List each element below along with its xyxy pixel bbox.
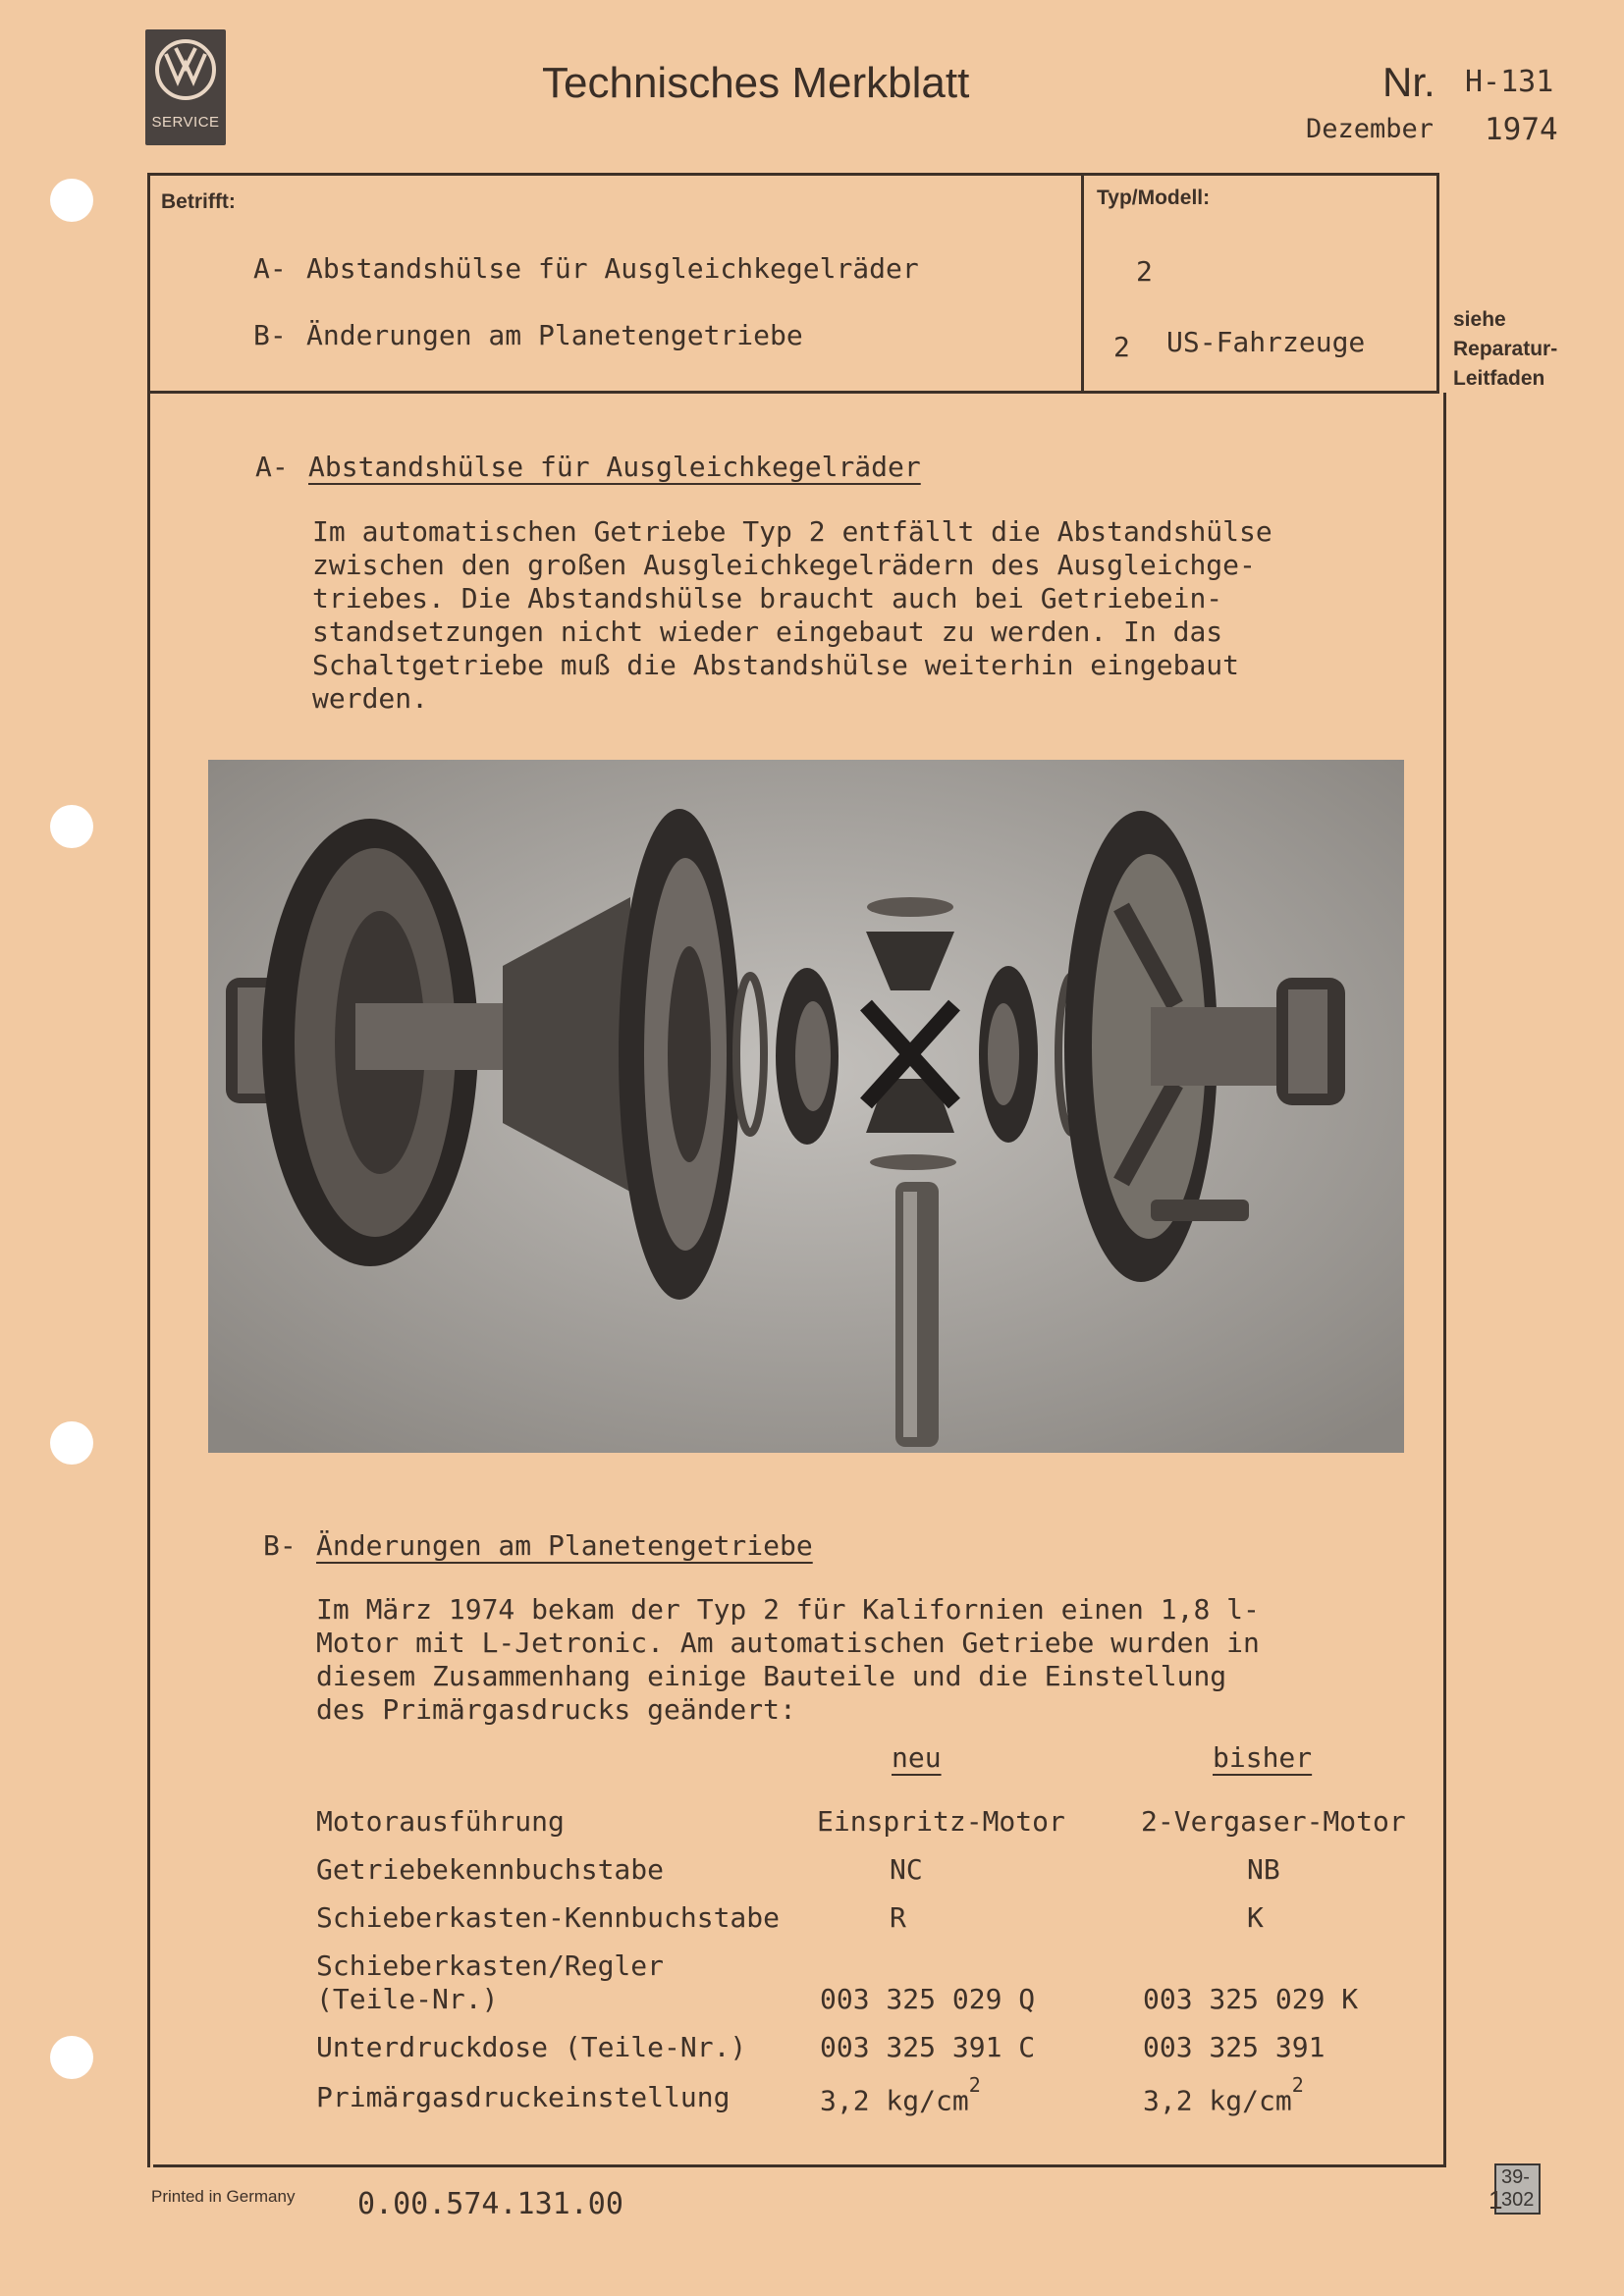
frame-header-bottom [147, 391, 1439, 394]
model-row2-number: 2 [1113, 331, 1130, 363]
logo-service-text: SERVICE [151, 114, 220, 131]
row-value-new: NC [890, 1853, 923, 1886]
subject-item-a-prefix: A- [253, 252, 287, 285]
subject-item-a: Abstandshülse für Ausgleichkegelräder [306, 252, 919, 285]
section-a-line: zwischen den großen Ausgleichkegelrädern des Ausgleichge- [312, 549, 1256, 581]
punch-hole [50, 179, 93, 222]
section-a-line: Schaltgetriebe muß die Abstandshülse weiterhin eingebaut [312, 649, 1240, 681]
subject-item-b-prefix: B- [253, 319, 287, 351]
side-note-line-3: Leitfaden [1453, 367, 1545, 390]
date-year: 1974 [1485, 112, 1558, 147]
frame-mid-divider [1081, 173, 1084, 393]
row-label: Motorausführung [316, 1805, 565, 1838]
row-value-old: 003 325 029 K [1143, 1983, 1359, 2015]
section-a-heading: Abstandshülse für Ausgleichkegelräder [308, 451, 921, 483]
row-label: Schieberkasten-Kennbuchstabe [316, 1901, 781, 1934]
row-value-old: K [1247, 1901, 1264, 1934]
frame-right-line [1443, 393, 1446, 2167]
row-value-new: 003 325 029 Q [820, 1983, 1036, 2015]
column-header-new: neu [892, 1741, 942, 1774]
column-header-old: bisher [1213, 1741, 1313, 1774]
punch-hole [50, 1421, 93, 1465]
section-b-heading: Änderungen am Planetengetriebe [316, 1529, 813, 1562]
row-label: Unterdruckdose (Teile-Nr.) [316, 2031, 747, 2063]
section-a-line: werden. [312, 682, 429, 715]
row-label-continued: (Teile-Nr.) [316, 1983, 499, 2015]
model-row1: 2 [1136, 255, 1153, 288]
subject-item-b: Änderungen am Planetengetriebe [306, 319, 803, 351]
row-value-new-text: 3,2 kg/cm [820, 2084, 969, 2117]
section-b-line: Motor mit L-Jetronic. Am automatischen Getriebe wurden in [316, 1627, 1260, 1659]
section-b-line: diesem Zusammenhang einige Bauteile und die Einstellung [316, 1660, 1227, 1692]
unit-superscript: 2 [968, 2073, 981, 2097]
section-a-line: triebes. Die Abstandshülse braucht auch bei Getriebein- [312, 582, 1223, 614]
frame-top-line [147, 173, 1439, 176]
frame-bottom-line [153, 2164, 1446, 2167]
nr-label: Nr. [1382, 59, 1435, 105]
model-row2-text: US-Fahrzeuge [1166, 326, 1366, 358]
section-a-prefix: A- [255, 451, 289, 483]
section-b-line: des Primärgasdrucks geändert: [316, 1693, 796, 1726]
row-value-old: 2-Vergaser-Motor [1141, 1805, 1406, 1838]
row-value-new: R [890, 1901, 906, 1934]
nr-value: H-131 [1465, 65, 1554, 99]
figure-number: 39-302 [1494, 2163, 1541, 2215]
section-a-line: standsetzungen nicht wieder eingebaut zu werden. In das [312, 615, 1223, 648]
row-value-new: Einspritz-Motor [817, 1805, 1065, 1838]
row-label: Getriebekennbuchstabe [316, 1853, 665, 1886]
row-label: Primärgasdruckeinstellung [316, 2081, 731, 2113]
row-value-old-text: 3,2 kg/cm [1143, 2084, 1292, 2117]
section-b-line: Im März 1974 bekam der Typ 2 für Kalifornien einen 1,8 l- [316, 1593, 1260, 1626]
side-note-line-1: siehe [1453, 308, 1506, 331]
printed-in-germany: Printed in Germany [151, 2187, 296, 2206]
model-label: Typ/Modell: [1097, 187, 1211, 209]
date-month: Dezember [1306, 114, 1435, 144]
document-code: 0.00.574.131.00 [357, 2187, 623, 2221]
vw-logo-icon [154, 38, 217, 101]
section-b-prefix: B- [263, 1529, 297, 1562]
punch-hole [50, 2036, 93, 2079]
row-value-new: 003 325 391 C [820, 2031, 1036, 2063]
row-value-new [820, 2073, 981, 2117]
page-title: Technisches Merkblatt [542, 59, 970, 107]
vw-service-logo [145, 29, 226, 145]
section-a-line: Im automatischen Getriebe Typ 2 entfällt die Abstandshülse [312, 515, 1272, 548]
side-note-line-2: Reparatur- [1453, 338, 1558, 360]
row-value-old: NB [1247, 1853, 1280, 1886]
frame-right-line-upper [1436, 173, 1439, 393]
page-number: 1 [1489, 2185, 1503, 2215]
unit-superscript: 2 [1291, 2073, 1304, 2097]
row-value-old [1143, 2073, 1304, 2117]
row-value-old: 003 325 391 [1143, 2031, 1326, 2063]
frame-left-line [147, 173, 150, 2167]
subject-label: Betrifft: [161, 190, 236, 213]
row-label: Schieberkasten/Regler [316, 1949, 665, 1982]
punch-hole [50, 805, 93, 848]
